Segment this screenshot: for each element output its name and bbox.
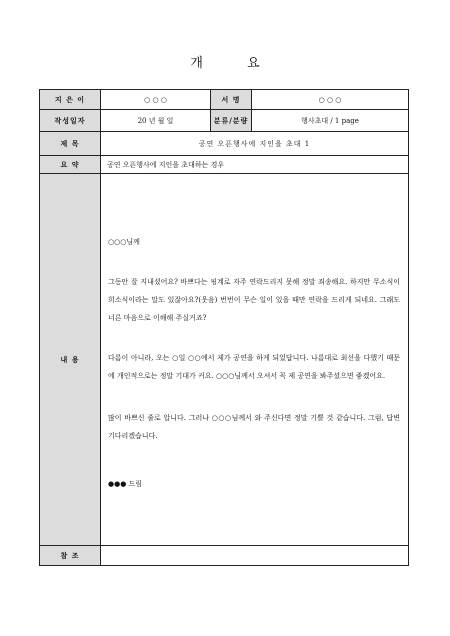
letter-greeting: ○○○님께 <box>108 237 140 246</box>
signature-value: ○ ○ ○ <box>252 90 409 110</box>
letter-body <box>108 233 400 493</box>
content-label: 내 용 <box>40 174 101 546</box>
signature-label: 서 명 <box>211 90 252 110</box>
content-cell <box>101 174 409 546</box>
subject-row <box>40 132 409 156</box>
summary-form-table <box>39 89 409 566</box>
reference-row <box>40 546 409 566</box>
page-title: 개 요 <box>190 56 280 71</box>
letter-paragraph-1: 그동안 잘 지내셨어요? 바쁘다는 핑계로 자주 연락드리지 못해 정말 죄송해요. 하지만 무소식이 희소식이라는 말도 있잖아요?(웃음) 번번이 무슨 일이 있을 때만 연락을 드리게 되네요. 그래도 너른 마음으로 이해해 주실거죠? <box>108 277 400 322</box>
subject-value: 공연 오픈행사에 지인을 초대 1 <box>101 132 409 156</box>
summary-label: 요 약 <box>40 156 101 174</box>
author-row <box>40 90 409 110</box>
reference-label: 참 조 <box>40 546 101 566</box>
subject-label: 제 목 <box>40 132 101 156</box>
category-label: 분류/분량 <box>211 110 252 132</box>
date-row <box>40 110 409 132</box>
content-row <box>40 174 409 546</box>
reference-value <box>101 546 409 566</box>
date-label: 작성일자 <box>40 110 101 132</box>
category-value: 행사초대 / 1 page <box>252 110 409 132</box>
letter-paragraph-2: 다름이 아니라, 오는 ○일 ○○에서 제가 공연을 하게 되었답니다. 나름대로 최선을 다했기 때문에 개인적으로는 정말 기대가 커요. ○○○님께서 오셔서 꼭 제 공연을 봐주셨으면 좋겠어요. <box>108 353 400 380</box>
date-value: 20 년 월 일 <box>101 110 211 132</box>
letter-paragraph-3: 많이 바쁘신 줄로 압니다. 그러나 ○○○님께서 와 주신다면 정말 기쁠 것 같습니다. 그럼, 답변 기다리겠습니다. <box>108 413 400 440</box>
author-label: 지 은 이 <box>40 90 101 110</box>
author-value: ○ ○ ○ <box>101 90 211 110</box>
summary-row <box>40 156 409 174</box>
summary-value: 공연 오픈행사에 지인을 초대하는 경우 <box>101 156 409 174</box>
letter-sign: ●●● 드림 <box>108 479 143 488</box>
